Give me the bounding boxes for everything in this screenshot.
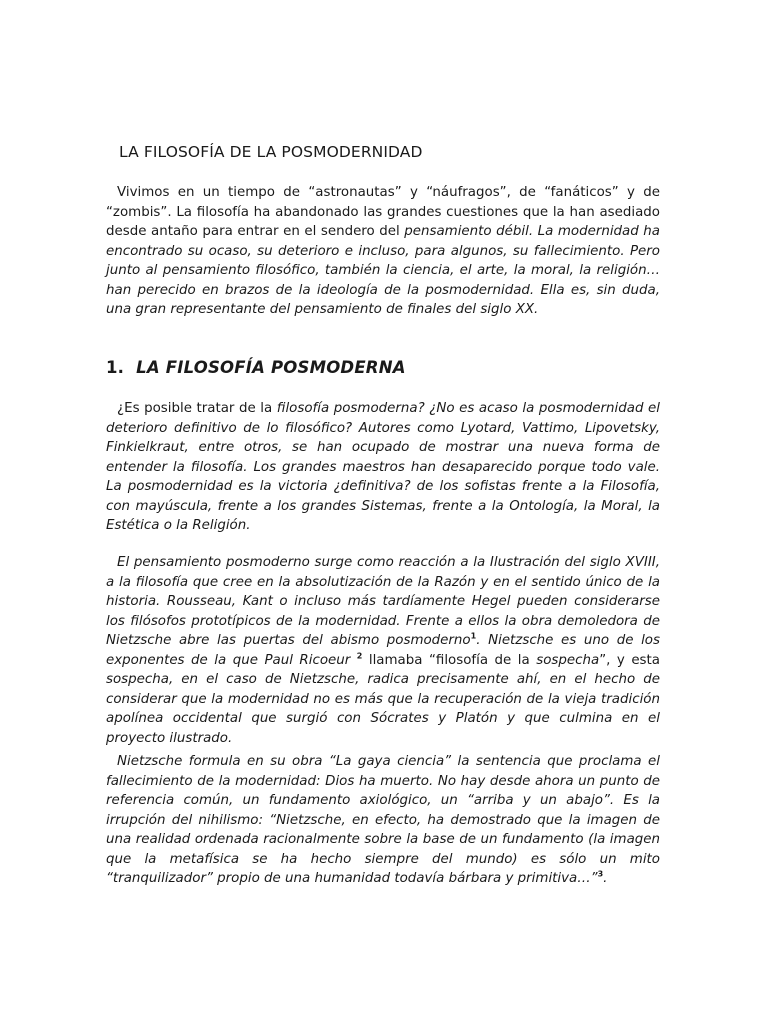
footnote-ref-3: 3 (597, 869, 604, 879)
section-heading-1 (106, 358, 406, 377)
p3-emphasis-1: sospecha (536, 652, 600, 668)
intro-emphasis: pensamiento débil (404, 224, 529, 239)
p2-emphasis: filosofía posmoderna (276, 401, 418, 416)
paragraph-3 (106, 553, 660, 748)
p3-text-part-4: ”, y esta (599, 652, 660, 668)
p2-text-part-1: ¿Es posible tratar de la (117, 401, 277, 416)
document-title: LA FILOSOFÍA DE LA POSMODERNIDAD (119, 143, 423, 161)
p3-text-part-5: , en el caso de Nietzsche, radica precisamente ahí, en el hecho de considerar que la modernidad no es más que la recuperación de la vieja tradición apolínea occidental que surgió con Sócrates y Platón y que culmina en el proyecto ilustrado. (106, 672, 660, 746)
p3-text-part-3: llamaba “filosofía de la (362, 652, 537, 668)
section-number: 1. (106, 358, 125, 377)
p4-text: Nietzsche formula en su obra “La gaya ciencia” la sentencia que proclama el fallecimiento de la modernidad: Dios ha muerto. No hay desde ahora un punto de referencia común, un fundamento axiológico, un “arriba y un abajo”. Es la irrupción del nihilismo: “Nietzsche, en efecto, ha demostrado que la imagen de una realidad ordenada racionalmente sobre la base de un fundamento (la imagen que la metafísica se ha hecho siempre del mundo) es sólo un mito “tranquilizador” propio de una humanidad todavía bárbara y primitiva…” (106, 754, 660, 886)
p3-text-part-1: El pensamiento posmoderno surge como reacción a la Ilustración del siglo XVIII, a la filosofía que cree en la absolutización de la Razón y en el sentido único de la historia. Rousseau, Kant o incluso más tardíamente Hegel pueden considerarse los filósofos prototípicos de la modernidad. Frente a ellos la obra demoledora de Nietzsche abre las puertas del abismo posmoderno (106, 555, 660, 648)
intro-paragraph (106, 183, 660, 320)
p3-text-part-2: . Nietzsche es uno de los exponentes de la que Paul Ricoeur (106, 633, 660, 668)
section-title: LA FILOSOFÍA POSMODERNA (136, 358, 406, 377)
p3-emphasis-2: sospecha (106, 672, 169, 687)
footnote-ref-2: 2 (356, 651, 363, 661)
paragraph-2 (106, 399, 660, 536)
intro-text-part-1: Vivimos en un tiempo de “astronautas” y “náufragos”, de “fanáticos” y de “zombis”. La filosofía ha abandonado las grandes cuestiones que la han asediado desde antaño para entrar en el sendero del (106, 185, 660, 239)
paragraph-4 (106, 752, 660, 889)
intro-text-part-2: . La modernidad ha encontrado su ocaso, su deterioro e incluso, para algunos, su fallecimiento. Pero junto al pensamiento filosófico, también la ciencia, el arte, la moral, la religión… han perecido en brazos de la ideología de la posmodernidad. Ella es, sin duda, una gran representante del pensamiento de finales del siglo XX. (106, 224, 660, 317)
footnote-ref-1: 1 (470, 631, 477, 641)
p4-end: . (603, 871, 608, 886)
p2-text-part-2: ? ¿No es acaso la posmodernidad el deterioro definitivo de lo filosófico? Autores como Lyotard, Vattimo, Lipovetsky, Finkielkraut, entre otros, se han ocupado de mostrar una nueva forma de entender la filosofía. Los grandes maestros han desaparecido porque todo vale. La posmodernidad es la victoria ¿definitiva? de los sofistas frente a la Filosofía, con mayúscula, frente a los grandes Sistemas, frente a la Ontología, la Moral, la Estética o la Religión. (106, 401, 660, 533)
